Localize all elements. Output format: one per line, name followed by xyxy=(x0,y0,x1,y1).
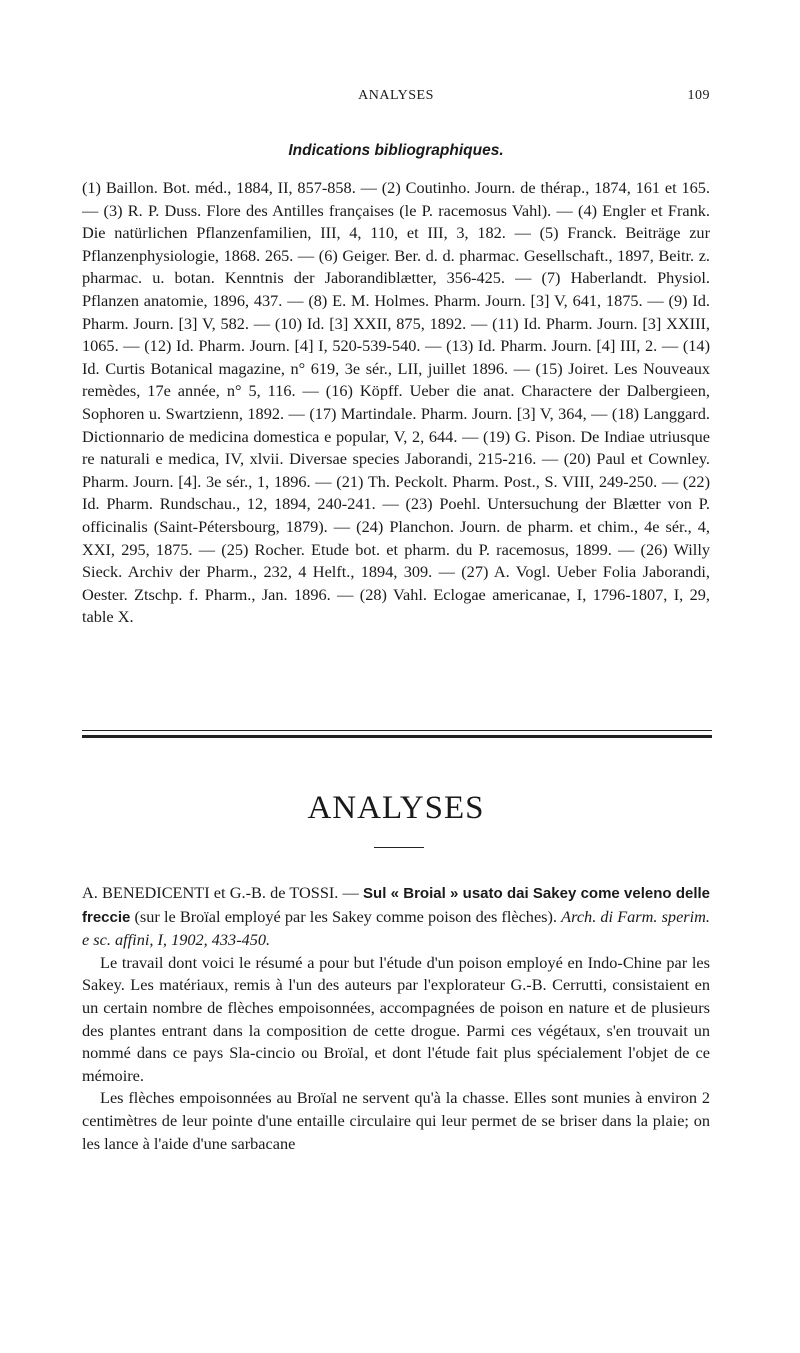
page-number: 109 xyxy=(687,88,710,103)
analysis-citation: A. BENEDICENTI et G.-B. de TOSSI. — Sul « Broial » usato dai Sakey come veleno delle freccie (sur le Broïal employé par les Sakey comme poison des flèches). Arch. di Farm. sperim. e sc. affini, I, 1902, 433-450. xyxy=(82,883,711,950)
analysis-authors: A. BENEDICENTI et G.-B. de TOSSI. xyxy=(82,883,339,902)
running-head xyxy=(82,88,710,110)
bibliography-paragraph: (1) Baillon. Bot. méd., 1884, II, 857-858. — (2) Coutinho. Journ. de thérap., 1874, 161 et 165. — (3) R. P. Duss. Flore des Antilles françaises (le P. racemosus Vahl). — (4) Engler et Frank. Die natürlichen Pflanzenfamilien, III, 4, 110, et III, 3, 182. — (5) Franck. Beiträge zur Pflanzenphysiologie, 1868. 265. — (6) Geiger. Ber. d. d. pharmac. Gesellschaft., 1897, Beitr. z. pharmac. u. botan. Kenntnis der Jaborandiblætter, 356-425. — (7) Haberlandt. Physiol. Pflanzen anatomie, 1896, 437. — (8) E. M. Holmes. Pharm. Journ. [3] V, 641, 1875. — (9) Id. Pharm. Journ. [3] V, 582. — (10) Id. [3] XXII, 875, 1892. — (11) Id. Pharm. Journ. [3] XXIII, 1065. — (12) Id. Pharm. Journ. [4] I, 520-539-540. — (13) Id. Pharm. Journ. [4] III, 2. — (14) Id. Curtis Botanical magazine, n° 619, 3e sér., LII, juillet 1896. — (15) Joiret. Les Nouveaux remèdes, 17e année, n° 5, 116. — (16) Köpff. Ueber die anat. Charactere der Dalbergieen, Sophoren u. Swartzienn, 1892. — (17) Martindale. Pharm. Journ. [3] V, 364, — (18) Langgard. Dictionnario de medicina domestica e popular, V, 2, 644. — (19) G. Pison. De Indiae utriusque re naturali e medica, IV, xlvii. Diversae species Jaborandi, 215-216. — (20) Paul et Cownley. Pharm. Journ. [4]. 3e sér., 1, 1896. — (21) Th. Peckolt. Pharm. Post., S. VIII, 249-250. — (22) Id. Pharm. Rundschau., 12, 1894, 240-241. — (23) Poehl. Untersuchung der Blætter von P. officinalis (Saint-Pétersbourg, 1879). — (24) Planchon. Journ. de pharm. et chim., 4e sér., 4, XXI, 295, 1875. — (25) Rocher. Etude bot. et pharm. du P. racemosus, 1899. — (26) Willy Sieck. Archiv der Pharm., 232, 4 Helft., 1894, 309. — (27) A. Vogl. Ueber Folia Jaborandi, Oester. Ztschp. f. Pharm., Jan. 1896. — (28) Vahl. Eclogae americanae, I, 1796-1807, I, 29, table X. xyxy=(82,178,710,627)
title-underline xyxy=(374,847,424,848)
running-title: ANALYSES xyxy=(358,88,434,103)
analysis-source: Arch. di Farm. sperim. e sc. affini, I, 1902, 433-450. xyxy=(82,906,710,950)
analysis-title-french: (sur le Broïal employé par les Sakey comme poison des flèches). xyxy=(134,906,558,926)
bibliography-block xyxy=(82,177,710,629)
divider-thin-line xyxy=(82,730,712,731)
bibliography-heading: Indications bibliographiques. xyxy=(288,142,504,159)
section-title: ANALYSES xyxy=(307,790,485,826)
section-divider xyxy=(82,730,712,738)
analysis-title-italian: Sul « Broial » usato dai Sakey come veleno delle freccie xyxy=(82,885,711,926)
analysis-paragraph-2: Les flèches empoisonnées au Broïal ne servent qu'à la chasse. Elles sont munies à environ 2 centimètres de leur pointe d'une entaille circulaire qui leur permet de se briser dans la plaie; on les lance à l'aide d'une sarbacane xyxy=(82,1088,710,1153)
analysis-paragraph-1: Le travail dont voici le résumé a pour but l'étude d'un poison employé en Indo-Chine par les Sakey. Les matériaux, remis à l'un des auteurs par l'explorateur G.-B. Cerrutti, consistaient en un certain nombre de flèches empoisonnées, accompagnées de poison en nature et de plusieurs des plantes entrant dans la composition de cette drogue. Parmi ces végétaux, s'en trouvait un nommé dans ce pays Sla-cincio ou Broïal, et dont l'étude fait plus spécialement l'objet de ce mémoire. xyxy=(82,952,710,1085)
divider-thick-line xyxy=(82,735,712,738)
analysis-entry xyxy=(82,882,710,1155)
